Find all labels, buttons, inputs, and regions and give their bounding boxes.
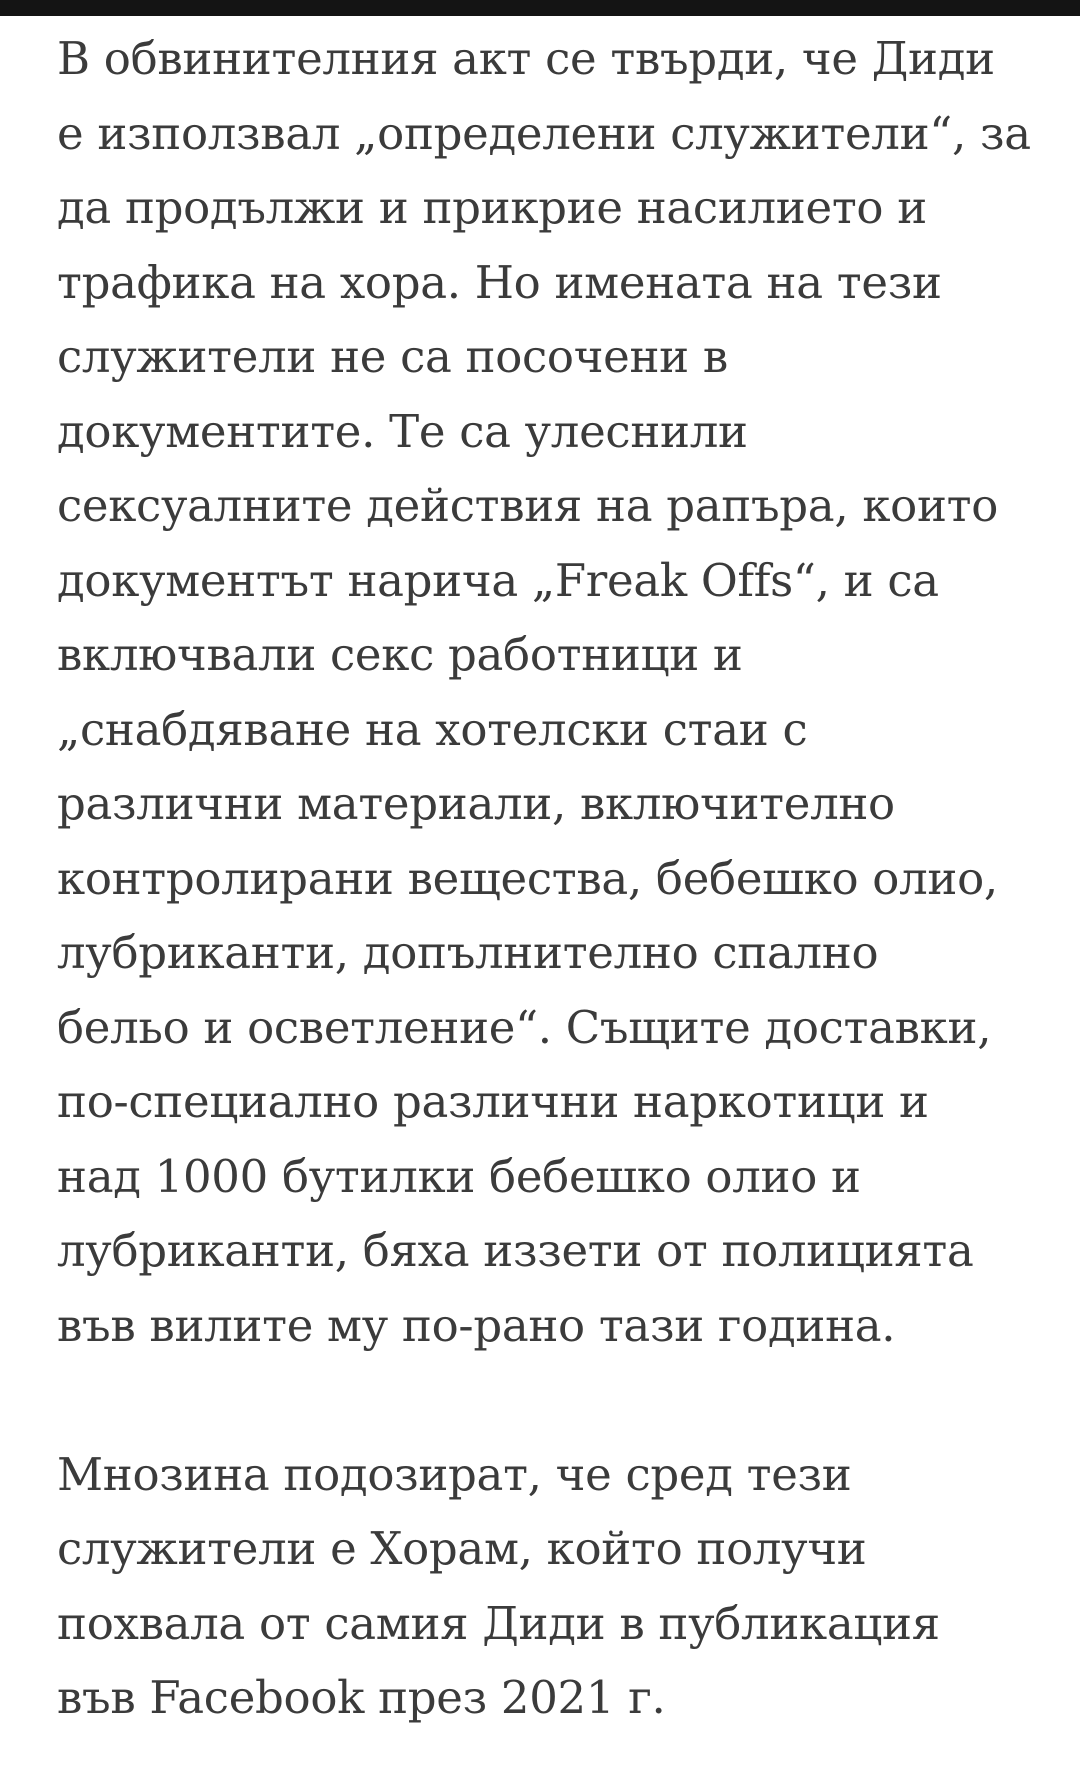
paragraph-line: във вилите му по-рано тази година. xyxy=(57,1298,896,1352)
paragraph-line: по-специално различни наркотици и xyxy=(57,1075,929,1128)
paragraph-line: „снабдяване на хотелски стаи с xyxy=(57,702,808,756)
paragraph-line: документът нарича „Freak Offs“, и са xyxy=(57,553,939,607)
paragraph-line: различни материали, включително xyxy=(57,777,895,830)
paragraph-line: сексуалните действия на рапъра, които xyxy=(57,479,999,532)
paragraph-line: похвала от самия Диди в публикация xyxy=(57,1596,940,1650)
paragraph-line: документите. Те са улеснили xyxy=(57,404,748,458)
paragraph-line: над 1000 бутилки бебешко олио и xyxy=(57,1149,861,1203)
paragraph-line: лубриканти, допълнително спално xyxy=(57,926,879,979)
paragraph-line: бельо и осветление“. Същите доставки, xyxy=(57,1000,992,1054)
paragraph-line: служители не са посочени в xyxy=(57,330,728,383)
paragraph-line: е използвал „определени служители“, за xyxy=(57,106,1031,160)
paragraph-line: включвали секс работници и xyxy=(57,628,743,681)
paragraph-line: служители е Хорам, който получи xyxy=(57,1522,867,1575)
paragraph-line: във Facebook през 2021 г. xyxy=(57,1671,666,1724)
paragraph-line: да продължи и прикрие насилието и xyxy=(57,181,927,234)
article-paragraph-1 xyxy=(57,22,1057,1363)
paragraph-line: лубриканти, бяха иззети от полицията xyxy=(57,1224,974,1277)
paragraph-line: трафика на хора. Но имената на тези xyxy=(57,255,942,309)
status-bar xyxy=(0,0,1080,16)
article-body xyxy=(57,22,1057,1736)
paragraph-line: В обвинителния акт се твърди, че Диди xyxy=(57,32,995,85)
paragraph-line: Мнозина подозират, че сред тези xyxy=(57,1447,852,1501)
article-paragraph-2 xyxy=(57,1438,1057,1736)
paragraph-line: контролирани вещества, бебешко олио, xyxy=(57,851,998,905)
